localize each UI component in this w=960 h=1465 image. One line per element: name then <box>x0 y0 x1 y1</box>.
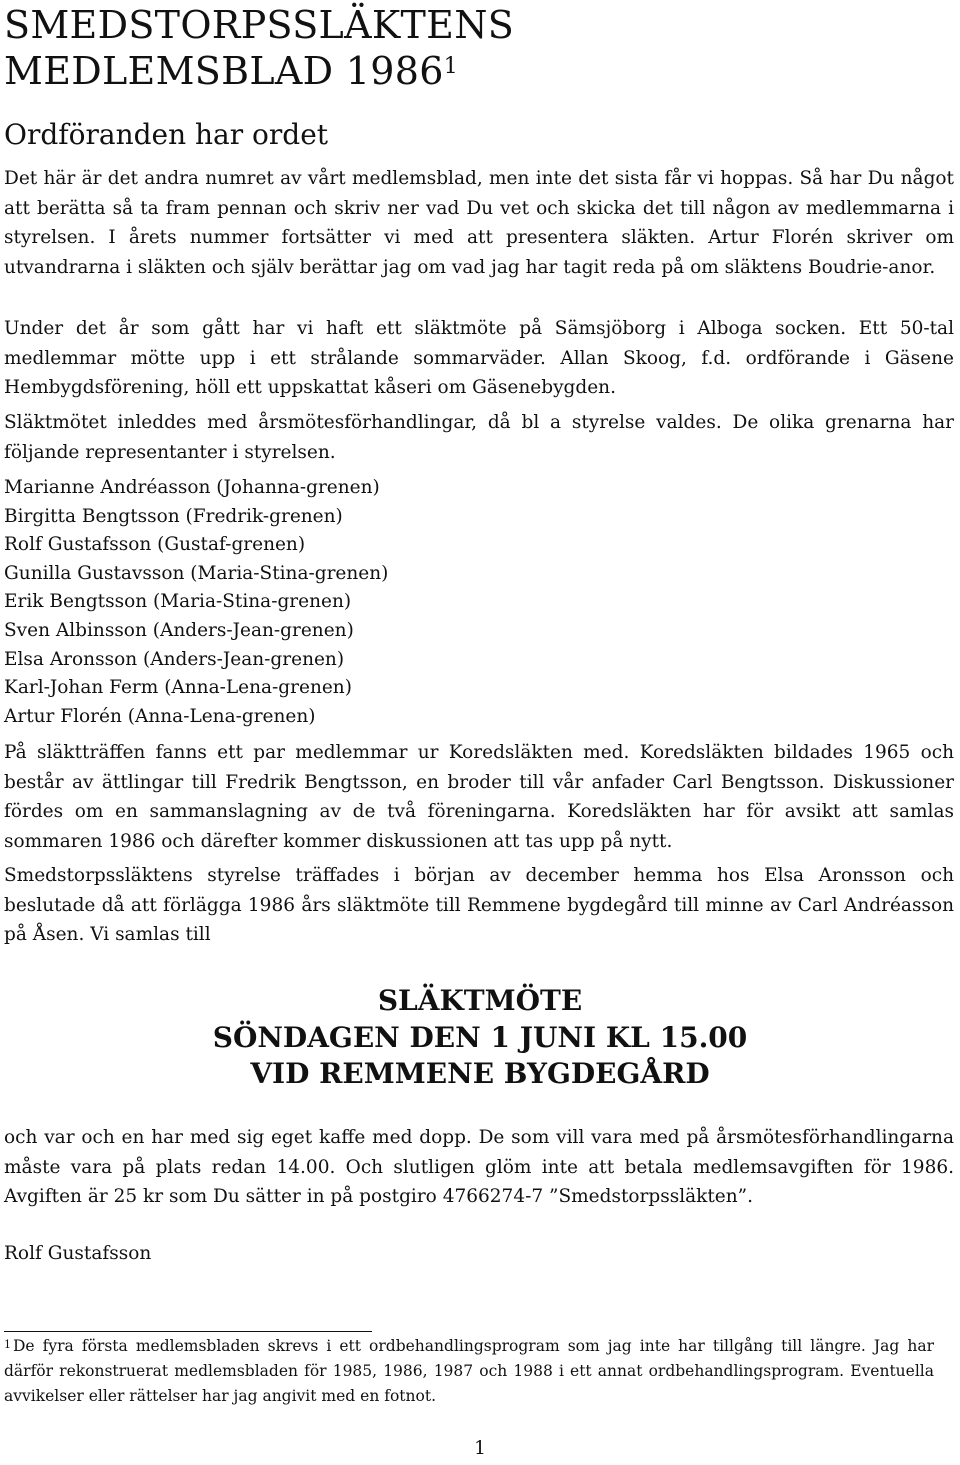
signature: Rolf Gustafsson <box>4 1243 152 1264</box>
koredslakten-paragraph: På släktträffen fanns ett par medlemmar ur Koredsläkten med. Koredsläkten bildades 1965 och består av ättlingar till Fredrik Bengtsson, en broder till vår anfader Carl Bengtsson. Diskussioner fördes om en sammanslagning av de två föreningarna. Koredsläkten har för avsikt att samlas sommaren 1986 och därefter kommer diskussionen att tas upp på nytt. <box>4 742 954 852</box>
board-meeting-paragraph: Smedstorpssläktens styrelse träffades i början av december hemma hos Elsa Aronsson och beslutade då att förlägga 1986 års släktmöte till Remmene bygdegård till minne av Carl Andréasson på Åsen. Vi samlas till <box>4 865 954 945</box>
list-item: Karl-Johan Ferm (Anna-Lena-grenen) <box>4 677 352 699</box>
title-footnote-mark: 1 <box>443 54 458 79</box>
meeting-announcement <box>4 983 956 1093</box>
footnote-text: De fyra första medlemsbladen skrevs i ett ordbehandlingsprogram som jag inte har tillgång till längre. Jag har därför rekonstruerat medlemsbladen för 1985, 1986, 1987 och 1988 i ett annat ordbehandlingsprogram. Eventuella avvikelser eller rättelser har jag angivit med en fotnot. <box>4 1337 934 1405</box>
title-line-1: SMEDSTORPSSLÄKTENS <box>4 3 515 47</box>
list-item: Erik Bengtsson (Maria-Stina-grenen) <box>4 591 352 613</box>
title-line-2: MEDLEMSBLAD 1986 <box>4 49 444 93</box>
list-item: Rolf Gustafsson (Gustaf-grenen) <box>4 534 306 556</box>
section-heading: Ordföranden har ordet <box>4 118 329 151</box>
list-item: Artur Florén (Anna-Lena-grenen) <box>4 705 316 727</box>
footnote-mark: 1 <box>4 1338 11 1351</box>
list-item: Gunilla Gustavsson (Maria-Stina-grenen) <box>4 562 389 584</box>
list-item: Sven Albinsson (Anders-Jean-grenen) <box>4 619 354 641</box>
document-title <box>4 2 514 94</box>
closing-paragraph: och var och en har med sig eget kaffe med dopp. De som vill vara med på årsmötesförhandlingarna måste vara på plats redan 14.00. Och slutligen glöm inte att betala medlemsavgiften för 1986. Avgiften är 25 kr som Du sätter in på postgiro 4766274-7 ”Smedstorpssläkten”. <box>4 1127 954 1207</box>
list-item: Birgitta Bengtsson (Fredrik-grenen) <box>4 505 343 527</box>
footnote-divider <box>4 1331 372 1332</box>
list-item: Marianne Andréasson (Johanna-grenen) <box>4 477 380 498</box>
footnote <box>4 1334 934 1409</box>
page-number: 1 <box>474 1438 486 1459</box>
announcement-line-1: SLÄKTMÖTE <box>377 984 583 1017</box>
announcement-line-3: VID REMMENE BYGDEGÅRD <box>250 1057 710 1090</box>
board-member-list <box>4 474 388 731</box>
board-paragraph: Släktmötet inleddes med årsmötesförhandlingar, då bl a styrelse valdes. De olika grenarna har följande representanter i styrelsen. <box>4 412 954 463</box>
intro-paragraph: Det här är det andra numret av vårt medlemsblad, men inte det sista får vi hoppas. Så har Du något att berätta så ta fram pennan och skriv ner vad Du vet och skicka det till någon av medlemmarna i styrelsen. I årets nummer fortsätter vi med att presentera släkten. Artur Florén skriver om utvandrarna i släkten och själv berättar jag om vad jag har tagit reda på om släktens Boudrie-anor. <box>4 168 954 278</box>
list-item: Elsa Aronsson (Anders-Jean-grenen) <box>4 648 345 670</box>
meeting-paragraph: Under det år som gått har vi haft ett släktmöte på Sämsjöborg i Alboga socken. Ett 50-tal medlemmar mötte upp i ett strålande sommarväder. Allan Skoog, f.d. ordförande i Gäsene Hembygdsförening, höll ett uppskattat kåseri om Gäsenebygden. <box>4 318 954 398</box>
announcement-line-2: SÖNDAGEN DEN 1 JUNI KL 15.00 <box>212 1020 748 1054</box>
